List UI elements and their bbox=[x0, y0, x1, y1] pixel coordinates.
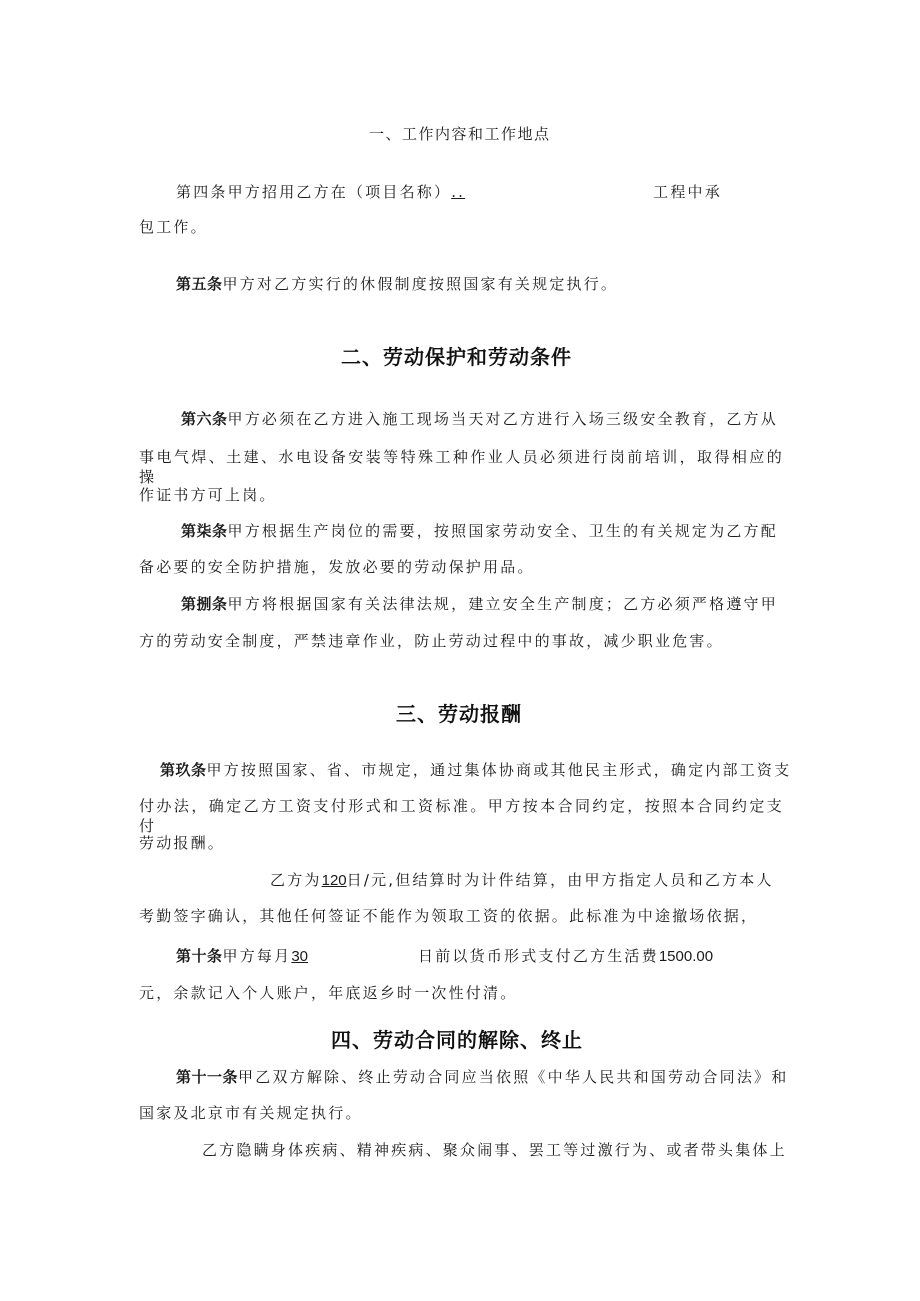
payday-value: 30 bbox=[291, 948, 309, 965]
article-10-after: 日前以货币形式支付乙方生活费 bbox=[418, 947, 659, 965]
wage-suffix: 日/元,但结算时为计件结算，由甲方指定人员和乙方本人 bbox=[346, 871, 774, 889]
article-4-text: 第四条甲方招用乙方在（项目名称） bbox=[176, 183, 452, 201]
article-9-line-1 bbox=[160, 760, 791, 780]
wage-line-2: 考勤签字确认，其他任何签证不能作为领取工资的依据。此标准为中途撤场依据， bbox=[139, 907, 759, 925]
article-7-line-2: 备必要的安全防护措施，发放必要的劳动保护用品。 bbox=[139, 558, 535, 576]
section-title-remuneration: 三、劳动报酬 bbox=[396, 702, 522, 726]
article-9-line-3: 劳动报酬。 bbox=[139, 834, 226, 852]
article-10-line-1 bbox=[176, 946, 713, 967]
article-9-text-1: 甲方按照国家、省、市规定，通过集体协商或其他民主形式，确定内部工资支 bbox=[206, 761, 792, 779]
project-name-dots: .. bbox=[451, 183, 466, 201]
article-6-line-3: 作证书方可上岗。 bbox=[139, 486, 277, 504]
section-title-work-content: 一、工作内容和工作地点 bbox=[369, 125, 551, 143]
article-5-text: 甲方对乙方实行的休假制度按照国家有关规定执行。 bbox=[222, 275, 619, 293]
article-5-label: 第五条 bbox=[176, 275, 223, 293]
section-title-termination: 四、劳动合同的解除、终止 bbox=[331, 1028, 583, 1052]
living-allowance-value: 1500.00 bbox=[658, 948, 714, 965]
article-8-text-1: 甲方将根据国家有关法律法规，建立安全生产制度；乙方必须严格遵守甲 bbox=[227, 595, 778, 613]
article-6-line-1 bbox=[181, 409, 778, 429]
article-5 bbox=[176, 274, 618, 294]
article-7-text-1: 甲方根据生产岗位的需要，按照国家劳动安全、卫生的有关规定为乙方配 bbox=[227, 522, 778, 540]
project-name-blank bbox=[451, 183, 639, 201]
wage-prefix: 乙方为 bbox=[270, 871, 322, 889]
article-10-line-2: 元，余款记入个人账户，年底返乡时一次性付清。 bbox=[139, 984, 518, 1002]
article-11-line-1 bbox=[176, 1067, 788, 1087]
article-4-line-1 bbox=[176, 182, 722, 202]
article-7-line-1 bbox=[181, 521, 778, 541]
article-4-after: 工程中承 bbox=[653, 183, 722, 201]
article-6-label: 第六条 bbox=[181, 410, 228, 428]
article-11-text-1: 甲乙双方解除、终止劳动合同应当依照《中华人民共和国劳动合同法》和 bbox=[238, 1068, 789, 1086]
article-9-line-2: 付办法，确定乙方工资支付形式和工资标准。甲方按本合同约定，按照本合同约定支付 bbox=[139, 797, 784, 835]
article-7-label: 第柒条 bbox=[181, 522, 228, 540]
article-11-line-2: 国家及北京市有关规定执行。 bbox=[139, 1104, 363, 1122]
daily-wage-value: 120 bbox=[321, 872, 347, 889]
article-8-line-2: 方的劳动安全制度，严禁违章作业，防止劳动过程中的事故，减少职业危害。 bbox=[139, 632, 724, 650]
article-8-label: 第捌条 bbox=[181, 595, 228, 613]
article-10-label: 第十条 bbox=[176, 947, 223, 965]
note-line-1: 乙方隐瞒身体疾病、精神疾病、聚众闹事、罢工等过激行为、或者带头集体上 bbox=[202, 1141, 787, 1159]
wage-line-1 bbox=[270, 870, 774, 891]
article-8-line-1 bbox=[181, 594, 778, 614]
article-6-line-2: 事电气焊、土建、水电设备安装等特殊工种作业人员必须进行岗前培训，取得相应的操 bbox=[139, 448, 784, 486]
section-title-labor-protection: 二、劳动保护和劳动条件 bbox=[341, 345, 572, 369]
article-6-text-1: 甲方必须在乙方进入施工现场当天对乙方进行入场三级安全教育，乙方从 bbox=[227, 410, 778, 428]
article-9-label: 第玖条 bbox=[160, 761, 207, 779]
article-4-line-2: 包工作。 bbox=[139, 218, 208, 236]
article-11-label: 第十一条 bbox=[176, 1068, 239, 1086]
article-10-text: 甲方每月 bbox=[222, 947, 292, 965]
